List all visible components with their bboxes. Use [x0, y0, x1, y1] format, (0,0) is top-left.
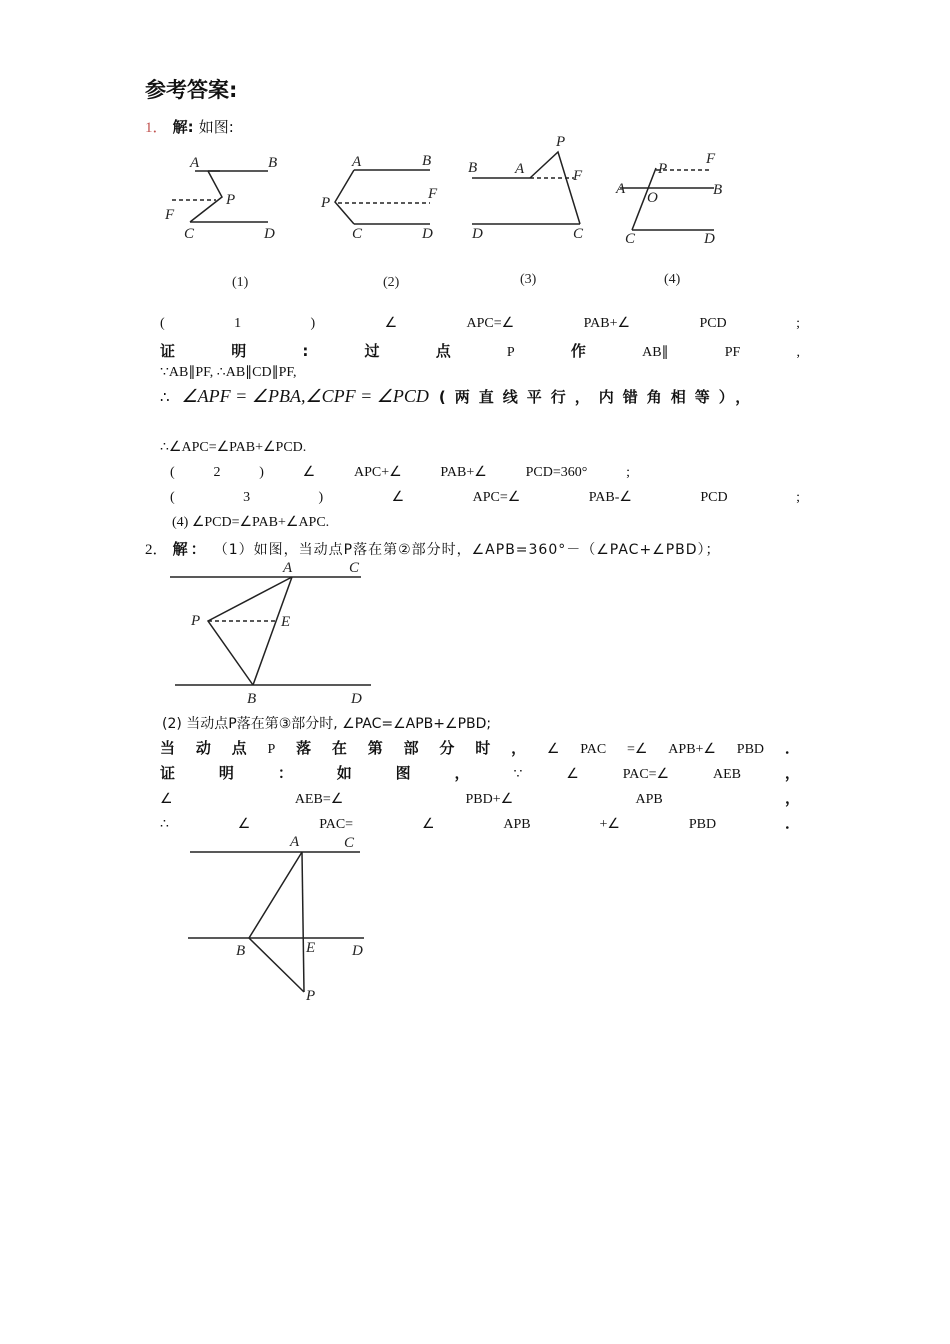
q2f1-label-e: E	[281, 614, 291, 630]
text-token: ;	[796, 490, 800, 505]
fig4-caption: (4)	[664, 272, 681, 287]
text-token: APB+∠	[668, 742, 716, 757]
q2-line-4	[160, 762, 800, 783]
fig3-caption: (3)	[520, 272, 537, 287]
q1-line-1	[160, 315, 800, 332]
text-token: )	[318, 490, 324, 505]
q2-figure-2	[180, 830, 380, 1010]
text-token: ，	[784, 764, 800, 782]
text-token: ∵	[513, 767, 523, 782]
text-token: PAC=	[319, 817, 354, 832]
text-token: 分	[439, 739, 455, 757]
q2f2-label-p: P	[306, 988, 316, 1004]
fig3-label-d: D	[472, 226, 483, 242]
text-token: APC+∠	[353, 465, 402, 480]
q2f2-label-e: E	[306, 940, 316, 956]
fig3-label-p: P	[556, 134, 566, 150]
text-token: 点	[231, 739, 247, 757]
text-token: 动	[195, 739, 211, 757]
q1-intro: 如图:	[198, 118, 234, 136]
text-token: PCD=360°	[525, 465, 588, 480]
text-token: 时	[475, 739, 491, 757]
text-token: APC=∠	[466, 316, 515, 331]
q1-label: 解:	[172, 118, 194, 136]
text-token: PBD	[688, 817, 717, 832]
text-token: 作	[570, 342, 586, 360]
q2-line-1: （1）如图，当动点P落在第②部分时，∠APB=360°－（∠PAC+∠PBD）；	[213, 542, 721, 558]
fig4-label-a: A	[616, 181, 626, 197]
text-token: ,	[796, 345, 800, 360]
text-token: ∠	[391, 490, 405, 505]
text-token: AB∥	[642, 345, 669, 360]
text-token: ;	[626, 465, 630, 480]
q1-line-7	[170, 489, 800, 506]
fig2-label-a: A	[352, 154, 362, 170]
q1-line-3: ∵AB∥PF, ∴AB∥CD∥PF,	[160, 365, 297, 380]
text-token: ∠	[237, 817, 251, 832]
text-token: =∠	[627, 742, 648, 757]
fig1-label-b: B	[268, 155, 278, 171]
q1-line-5: ∴∠APC=∠PAB+∠PCD.	[160, 440, 307, 455]
fig4-label-b: B	[713, 182, 723, 198]
text-token: 2	[213, 465, 221, 480]
fig3-label-f: F	[573, 168, 583, 184]
text-token: PAC=∠	[622, 767, 670, 782]
text-token: PAB+∠	[583, 316, 631, 331]
text-token: PAB+∠	[440, 465, 487, 480]
q2-line-2: (2) 当动点P落在第③部分时, ∠PAC=∠APB+∠PBD;	[162, 716, 492, 732]
text-token: PCD	[700, 490, 728, 505]
text-token: 1	[234, 316, 242, 331]
text-token: 如	[336, 764, 352, 782]
text-token: +∠	[599, 817, 620, 832]
fig2-label-b: B	[422, 153, 432, 169]
q2-line-3	[160, 737, 800, 758]
text-token: 证	[160, 764, 176, 782]
text-token: AEB	[713, 767, 741, 782]
fig2-label-c: C	[352, 226, 363, 242]
fig4-label-f: F	[706, 151, 716, 167]
q2f2-label-d: D	[352, 943, 363, 959]
text-token: (	[160, 316, 165, 331]
text-token: 当	[160, 739, 176, 757]
fig4-label-d: D	[704, 231, 715, 247]
q2f2-label-a: A	[290, 834, 300, 850]
text-token: ，	[454, 764, 470, 782]
text-token: (	[170, 465, 175, 480]
text-token: 点	[435, 342, 451, 360]
fig1-label-d: D	[264, 226, 275, 242]
reason-text: (两直线平行，内错角相等），	[438, 388, 760, 406]
text-token: 过	[364, 342, 380, 360]
text-token: ，	[784, 789, 800, 807]
text-token: 3	[243, 490, 251, 505]
q2-figure-1	[165, 555, 385, 710]
text-token: ∴	[160, 817, 169, 832]
fig1-label-f: F	[165, 207, 175, 223]
text-token: 第	[367, 739, 383, 757]
text-token: P	[506, 345, 515, 360]
q2f1-label-a: A	[283, 560, 293, 576]
fig4-label-p: P	[658, 161, 668, 177]
text-token: 落	[296, 739, 312, 757]
fig1-label-c: C	[184, 226, 195, 242]
text-token: ．	[784, 814, 800, 832]
fig2-label-f: F	[428, 186, 438, 202]
text-token: ∠	[421, 817, 435, 832]
fig3-label-b: B	[468, 160, 478, 176]
text-token: 部	[403, 739, 419, 757]
text-token: ∠	[384, 316, 398, 331]
fig4-label-c: C	[625, 231, 636, 247]
fig1-label-a: A	[190, 155, 200, 171]
q2-line-5	[160, 787, 800, 808]
text-token: PCD	[699, 316, 727, 331]
text-token: ，	[511, 739, 527, 757]
text-token: AEB=∠	[294, 792, 344, 807]
text-token: 图	[395, 764, 411, 782]
text-token: (	[170, 490, 175, 505]
text-token: PBD	[736, 742, 765, 757]
q2f2-label-c: C	[344, 835, 355, 851]
fig1-label-p: P	[226, 192, 236, 208]
text-token: :	[302, 342, 309, 360]
fig2-label-d: D	[422, 226, 433, 242]
text-token: P	[267, 742, 276, 757]
text-token: PAC	[580, 742, 607, 757]
page-title: 参考答案:	[145, 78, 238, 102]
text-token: ：	[277, 764, 293, 782]
text-token: APB	[635, 792, 663, 807]
q2f1-label-c: C	[349, 560, 360, 576]
q2f1-label-p: P	[191, 613, 201, 629]
text-token: 在	[331, 739, 347, 757]
text-token: ．	[784, 739, 800, 757]
q1-number: 1．	[145, 120, 168, 136]
q1-figures	[150, 130, 750, 295]
text-token: PAB-∠	[588, 490, 632, 505]
therefore-symbol: ∴	[160, 390, 170, 406]
text-token: )	[310, 316, 316, 331]
text-token: ∠	[546, 742, 560, 757]
q1-line-2	[160, 340, 800, 361]
text-token: 明	[231, 342, 247, 360]
q1-line-6	[170, 464, 630, 481]
fig4-label-o: O	[647, 190, 658, 206]
q2f1-label-b: B	[247, 691, 257, 707]
fig2-label-p: P	[321, 195, 331, 211]
q1-line-8: (4) ∠PCD=∠PAB+∠APC.	[172, 515, 330, 530]
text-token: )	[259, 465, 264, 480]
angle-equation: ∠APF = ∠PBA,∠CPF = ∠PCD	[181, 386, 429, 406]
text-token: PF	[724, 345, 741, 360]
fig3-label-a: A	[515, 161, 525, 177]
text-token: APC=∠	[472, 490, 521, 505]
fig3-label-c: C	[573, 226, 584, 242]
fig1-caption: (1)	[232, 275, 249, 290]
q1-line-4	[160, 386, 805, 407]
fig2-caption: (2)	[383, 275, 400, 290]
text-token: ∠	[302, 465, 316, 480]
text-token: 证	[160, 342, 176, 360]
text-token: APB	[503, 817, 531, 832]
text-token: ∠	[160, 792, 173, 807]
text-token: 明	[218, 764, 234, 782]
q2-number: 2．	[145, 542, 168, 558]
q2f2-label-b: B	[236, 943, 246, 959]
q2-label: 解：	[172, 540, 209, 558]
text-token: ∠	[566, 767, 579, 782]
text-token: PBD+∠	[465, 792, 514, 807]
q2f1-label-d: D	[351, 691, 362, 707]
text-token: ;	[796, 316, 800, 331]
